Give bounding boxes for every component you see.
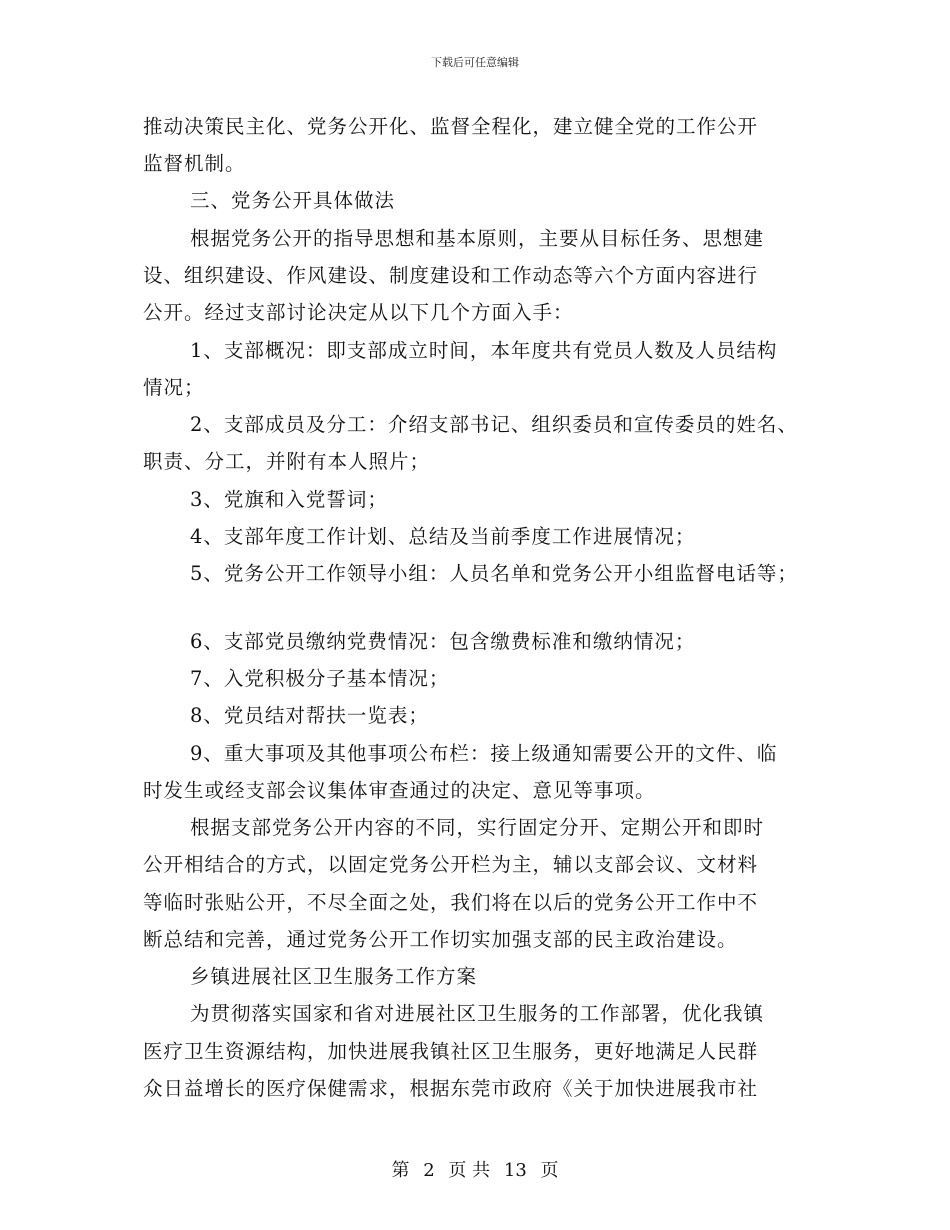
text-line: 时发生或经支部会议集体审查通过的决定、意见等事项。 [143,779,656,802]
list-item: 3、党旗和入党誓词； [190,488,388,511]
list-item: 5、党务公开工作领导小组：人员名单和党务公开小组监督电话等； [190,562,798,585]
footer-prefix: 第 [391,1160,410,1181]
footer-page-number: 2 [423,1160,435,1181]
list-item: 4、支部年度工作计划、总结及当前季度工作进展情况； [190,525,696,548]
list-item: 9、重大事项及其他事项公布栏：接上级通知需要公开的文件、临 [190,742,778,765]
text-line: 众日益增长的医疗保健需求，根据东莞市政府《关于加快进展我市社 [143,1077,759,1100]
footer-middle: 页 共 [448,1160,491,1181]
text-line: 推动决策民主化、党务公开化、监督全程化，建立健全党的工作公开 [143,115,759,138]
text-line: 监督机制。 [143,152,246,175]
text-line: 情况； [143,376,205,399]
text-line: 设、组织建设、作风建设、制度建设和工作动态等六个方面内容进行 [143,264,759,287]
text-line: 等临时张贴公开，不尽全面之处，我们将在以后的党务公开工作中不 [143,891,759,914]
text-line: 根据支部党务公开内容的不同，实行固定分开、定期公开和即时 [190,816,765,839]
text-line: 公开相结合的方式，以固定党务公开栏为主，辅以支部会议、文材料 [143,853,759,876]
footer-suffix: 页 [540,1160,559,1181]
section-heading: 乡镇进展社区卫生服务工作方案 [190,965,478,988]
text-line: 公开。经过支部讨论决定从以下几个方面入手： [143,301,574,324]
page-footer [0,1156,950,1182]
text-line: 职责、分工，并附有本人照片； [143,450,431,473]
text-line: 为贯彻落实国家和省对进展社区卫生服务的工作部署，优化我镇 [190,1002,765,1025]
section-heading: 三、党务公开具体做法 [190,189,396,212]
list-item: 6、支部党员缴纳党费情况：包含缴费标准和缴纳情况； [190,630,696,653]
list-item: 1、支部概况：即支部成立时间，本年度共有党员人数及人员结构 [190,339,778,362]
text-line: 根据党务公开的指导思想和基本原则，主要从目标任务、思想建 [190,227,765,250]
text-line: 医疗卫生资源结构，加快进展我镇社区卫生服务，更好地满足人民群 [143,1040,759,1063]
page-header: 下载后可任意编辑 [431,56,519,69]
text-line: 断总结和完善，通过党务公开工作切实加强支部的民主政治建设。 [143,928,738,951]
list-item: 7、入党积极分子基本情况； [190,667,450,690]
list-item: 2、支部成员及分工：介绍支部书记、组织委员和宣传委员的姓名、 [190,413,798,436]
footer-total-pages: 13 [503,1160,527,1181]
list-item: 8、党员结对帮扶一览表； [190,704,429,727]
